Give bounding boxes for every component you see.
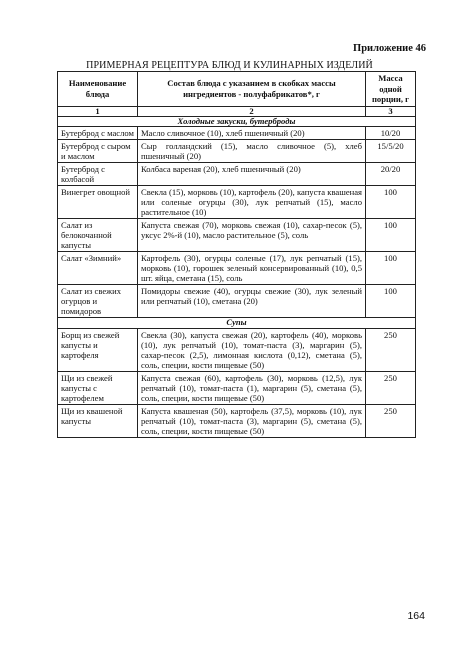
page-number: 164 <box>407 610 425 622</box>
portion-mass-cell: 100 <box>366 252 416 285</box>
table-row <box>58 127 416 140</box>
portion-mass-cell: 100 <box>366 219 416 252</box>
table-row <box>58 219 416 252</box>
column-number-row <box>58 106 416 116</box>
portion-mass-cell: 100 <box>366 186 416 219</box>
composition-cell: Помидоры свежие (40), огурцы свежие (30), лук зеленый или репчатый (10), сметана (20) <box>138 285 366 318</box>
table-row <box>58 163 416 186</box>
dish-name-cell: Винегрет овощной <box>58 186 138 219</box>
dish-name-cell: Бутерброд с маслом <box>58 127 138 140</box>
dish-name-cell: Щи из квашеной капусты <box>58 404 138 437</box>
dish-name-cell: Борщ из свежей капусты и картофеля <box>58 328 138 371</box>
table-row <box>58 252 416 285</box>
dish-name-cell: Бутерброд с сыром и маслом <box>58 140 138 163</box>
composition-cell: Колбаса вареная (20), хлеб пшеничный (20) <box>138 163 366 186</box>
column-number: 3 <box>366 106 416 116</box>
portion-mass-cell: 250 <box>366 328 416 371</box>
section-title: Супы <box>58 318 416 329</box>
dish-name-cell: Щи из свежей капусты с картофелем <box>58 371 138 404</box>
table-row <box>58 140 416 163</box>
column-number: 1 <box>58 106 138 116</box>
composition-cell: Свекла (30), капуста свежая (20), картофель (40), морковь (10), лук репчатый (10), томат-паста (3), маргарин (5), сахар-песок (2,5), лимонная кислота (0,12), сметана (5), соль, специи, кости пищевые (50) <box>138 328 366 371</box>
table-row <box>58 328 416 371</box>
portion-mass-cell: 100 <box>366 285 416 318</box>
dish-name-cell: Салат из белокочанной капусты <box>58 219 138 252</box>
page-title: ПРИМЕРНАЯ РЕЦЕПТУРА БЛЮД И КУЛИНАРНЫХ ИЗДЕЛИЙ <box>86 60 373 71</box>
composition-cell: Сыр голландский (15), масло сливочное (5), хлеб пшеничный (20) <box>138 140 366 163</box>
table-row <box>58 186 416 219</box>
header-composition: Состав блюда с указанием в скобках массы ингредиентов - полуфабрикатов*, г <box>138 72 366 107</box>
header-mass: Масса одной порции, г <box>366 72 416 107</box>
portion-mass-cell: 10/20 <box>366 127 416 140</box>
composition-cell: Капуста квашеная (50), картофель (37,5), морковь (10), лук репчатый (10), томат-паста (3), маргарин (5), сметана (5), соль, специи, кости пищевые (50) <box>138 404 366 437</box>
composition-cell: Капуста свежая (70), морковь свежая (10), сахар-песок (5), уксус 2%-й (10), масло растительное (5), соль <box>138 219 366 252</box>
dish-name-cell: Бутерброд с колбасой <box>58 163 138 186</box>
dish-name-cell: Салат «Зимний» <box>58 252 138 285</box>
section-header-row <box>58 318 416 329</box>
section-title: Холодные закуски, бутерброды <box>58 116 416 127</box>
composition-cell: Свекла (15), морковь (10), картофель (20), капуста квашеная или соленые огурцы (30), лук репчатый (15), масло растительное (10) <box>138 186 366 219</box>
portion-mass-cell: 250 <box>366 404 416 437</box>
header-name: Наименование блюда <box>58 72 138 107</box>
column-number: 2 <box>138 106 366 116</box>
portion-mass-cell: 250 <box>366 371 416 404</box>
composition-cell: Масло сливочное (10), хлеб пшеничный (20) <box>138 127 366 140</box>
portion-mass-cell: 20/20 <box>366 163 416 186</box>
portion-mass-cell: 15/5/20 <box>366 140 416 163</box>
table-row <box>58 404 416 437</box>
recipe-table <box>57 71 416 438</box>
section-header-row <box>58 116 416 127</box>
table-header-row <box>58 72 416 107</box>
table-row <box>58 285 416 318</box>
table-row <box>58 371 416 404</box>
appendix-label: Приложение 46 <box>353 43 426 54</box>
composition-cell: Картофель (30), огурцы соленые (17), лук репчатый (15), морковь (10), горошек зеленый консервированный (10), 0,5 шт. яйца, сметана (15), соль <box>138 252 366 285</box>
composition-cell: Капуста свежая (60), картофель (30), морковь (12,5), лук репчатый (10), томат-паста (1), маргарин (5), сметана (5), соль, специи, кости пищевые (50) <box>138 371 366 404</box>
dish-name-cell: Салат из свежих огурцов и помидоров <box>58 285 138 318</box>
